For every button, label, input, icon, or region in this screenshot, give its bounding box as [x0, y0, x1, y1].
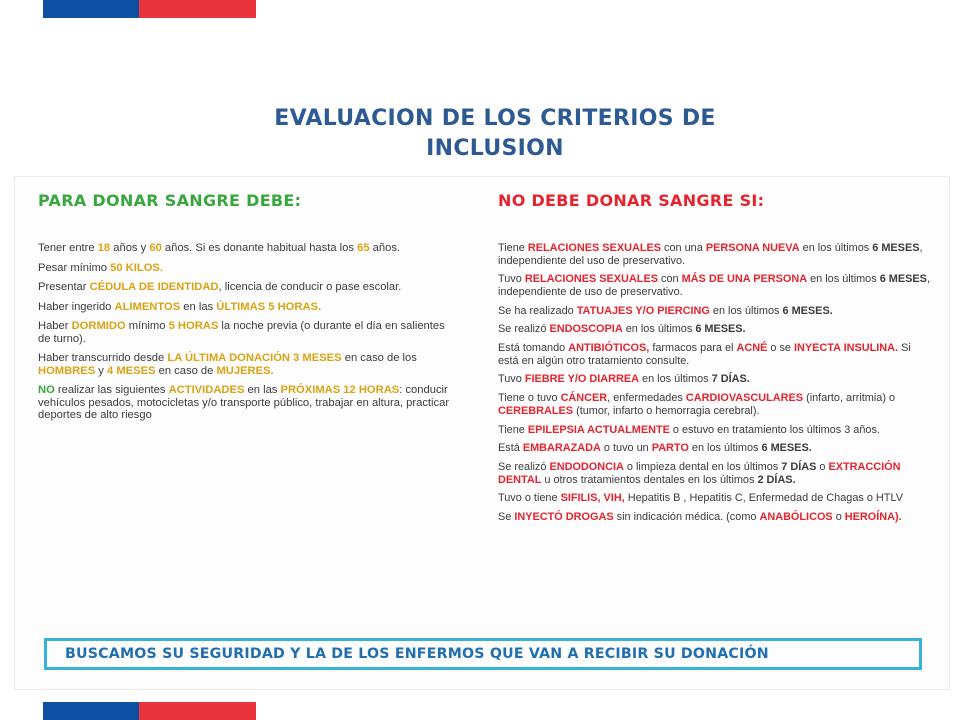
- text-fragment: Haber: [38, 320, 72, 332]
- text-fragment: Haber transcurrido desde: [38, 352, 168, 364]
- exclusion-heading: NO DEBE DONAR SANGRE SI:: [498, 191, 765, 210]
- eligibility-item: [38, 352, 456, 377]
- exclusion-list: [498, 242, 930, 524]
- highlighted-text: ENDODONCIA: [549, 461, 624, 474]
- text-fragment: con: [657, 273, 682, 286]
- highlighted-text: INYECTÓ DROGAS: [514, 511, 614, 524]
- highlighted-text: EMBARAZADA: [522, 442, 601, 455]
- text-fragment: Está tomando: [498, 342, 569, 355]
- text-fragment: en caso de los: [341, 352, 417, 364]
- highlighted-text: 6 MESES: [872, 242, 920, 254]
- highlighted-text: 65: [357, 242, 370, 254]
- text-fragment: , licencia de conducir o pase escolar.: [218, 281, 402, 293]
- text-fragment: en los últimos: [688, 442, 762, 455]
- exclusion-item: [498, 392, 930, 417]
- text-fragment: u otros tratamientos dentales en los últimos: [541, 473, 758, 486]
- highlighted-text: EPILEPSIA ACTUALMENTE: [527, 423, 670, 436]
- text-fragment: años. Si es donante habitual hasta los: [161, 242, 358, 254]
- text-fragment: Se ha realizado: [498, 304, 577, 317]
- slide-title-line2: INCLUSION: [426, 136, 564, 161]
- exclusion-item: [498, 492, 930, 505]
- flag-red-segment: [139, 0, 256, 18]
- highlighted-text: 6 MESES.: [761, 442, 812, 455]
- flag-stripe-top: [43, 0, 256, 18]
- exclusion-item: [498, 373, 930, 386]
- highlighted-text: CÉDULA DE IDENTIDAD: [89, 281, 219, 293]
- highlighted-text: CEREBRALES: [498, 404, 574, 417]
- text-fragment: en los últimos: [709, 304, 783, 317]
- highlighted-text: 4 MESES: [107, 364, 156, 377]
- highlighted-text: SIFILIS, VIH,: [560, 492, 625, 505]
- text-fragment: en los últimos: [639, 373, 712, 386]
- exclusion-item: [498, 305, 930, 318]
- highlighted-text: PARTO: [651, 442, 689, 455]
- text-fragment: Tuvo: [498, 373, 525, 386]
- text-fragment: : conducir vehículos pesados, motocicletas y/o transporte público, trabajar en altura, practicar deportes de alto riesgo: [38, 384, 450, 421]
- text-fragment: años y: [110, 242, 150, 254]
- highlighted-text: 60: [149, 242, 162, 254]
- text-fragment: Se realizó: [498, 461, 550, 474]
- exclusion-item: [498, 342, 930, 367]
- highlighted-text: 2 DÍAS.: [757, 473, 796, 486]
- exclusion-item: [498, 424, 930, 437]
- text-fragment: Está: [498, 442, 523, 455]
- text-fragment: (infarto, arritmia) o: [803, 392, 896, 405]
- text-fragment: , independiente de uso de preservativo.: [498, 273, 930, 298]
- flag-blue-segment: [43, 702, 139, 720]
- highlighted-text: ANTIBIÓTICOS,: [568, 342, 650, 355]
- text-fragment: Hepatitis B , Hepatitis C, Enfermedad de Chagas o HTLV: [624, 492, 903, 505]
- highlighted-text: NO: [38, 384, 55, 396]
- text-fragment: mínimo: [125, 320, 169, 332]
- highlighted-text: CÁNCER: [560, 392, 608, 405]
- slide-title: [0, 104, 960, 164]
- text-fragment: Tiene: [498, 423, 528, 436]
- text-fragment: años.: [369, 242, 401, 254]
- text-fragment: Presentar: [38, 281, 90, 293]
- eligibility-item: [38, 281, 456, 294]
- highlighted-text: 5 HORAS: [168, 320, 219, 332]
- text-fragment: en los últimos: [807, 273, 880, 286]
- exclusion-item: [498, 442, 930, 455]
- text-fragment: en caso de: [155, 364, 217, 377]
- donation-criteria-poster: [14, 176, 950, 690]
- text-fragment: Tener entre: [38, 242, 98, 254]
- text-fragment: o limpieza dental en los últimos: [623, 461, 782, 474]
- highlighted-text: ACNÉ: [736, 342, 768, 355]
- highlighted-text: HEROÍNA).: [844, 511, 902, 524]
- highlighted-text: DORMIDO: [71, 320, 126, 332]
- text-fragment: , enfermedades: [607, 392, 686, 405]
- highlighted-text: 6 MESES: [879, 273, 927, 286]
- eligibility-list: [38, 242, 456, 422]
- highlighted-text: ACTIVIDADES: [168, 384, 245, 396]
- eligibility-heading: PARA DONAR SANGRE DEBE:: [38, 191, 302, 210]
- eligibility-item: [38, 262, 456, 275]
- text-fragment: con una: [661, 242, 706, 254]
- highlighted-text: PERSONA NUEVA: [705, 242, 800, 254]
- text-fragment: Tiene o tuvo: [498, 392, 561, 405]
- text-fragment: o: [816, 461, 829, 474]
- highlighted-text: INYECTA INSULINA.: [793, 342, 899, 355]
- text-fragment: la noche previa (o durante el día en salientes de turno).: [38, 320, 445, 345]
- slide-title-line1: EVALUACION DE LOS CRITERIOS DE: [274, 106, 716, 131]
- highlighted-text: CARDIOVASCULARES: [685, 392, 804, 405]
- highlighted-text: MÁS DE UNA PERSONA: [681, 273, 808, 286]
- text-fragment: Si está en algún otro tratamiento consulte.: [498, 342, 911, 367]
- text-fragment: , independiente del uso de preservativo.: [498, 242, 923, 267]
- text-fragment: Se: [498, 511, 515, 524]
- text-fragment: en los últimos: [622, 323, 696, 336]
- highlighted-text: 50 KILOS.: [110, 261, 163, 274]
- highlighted-text: 6 MESES.: [695, 323, 746, 336]
- text-fragment: o tuvo un: [600, 442, 652, 455]
- highlighted-text: TATUAJES Y/O PIERCING: [576, 304, 710, 317]
- text-fragment: Pesar mínimo: [38, 261, 111, 274]
- text-fragment: Tiene: [498, 242, 528, 254]
- safety-banner-text: BUSCAMOS SU SEGURIDAD Y LA DE LOS ENFERMOS QUE VAN A RECIBIR SU DONACIÓN: [65, 646, 769, 662]
- highlighted-text: ALIMENTOS: [114, 300, 181, 313]
- exclusion-item: [498, 273, 930, 298]
- eligibility-item: [38, 301, 456, 314]
- text-fragment: y: [95, 364, 107, 377]
- highlighted-text: 6 MESES.: [782, 304, 833, 317]
- highlighted-text: ÚLTIMAS 5 HORAS.: [216, 300, 322, 313]
- exclusion-item: [498, 511, 930, 524]
- highlighted-text: LA ÚLTIMA DONACIÓN 3 MESES: [167, 352, 342, 364]
- exclusion-item: [498, 242, 930, 267]
- exclusion-item: [498, 323, 930, 336]
- eligibility-item: [38, 242, 456, 255]
- exclusion-item: [498, 461, 930, 486]
- text-fragment: sin indicación médica. (como: [613, 511, 760, 524]
- eligibility-column: [38, 176, 456, 429]
- text-fragment: o se: [767, 342, 794, 355]
- text-fragment: realizar las siguientes: [54, 384, 169, 396]
- eligibility-item: [38, 384, 456, 422]
- highlighted-text: ENDOSCOPIA: [549, 323, 623, 336]
- flag-red-segment: [139, 702, 256, 720]
- eligibility-item: [38, 320, 456, 345]
- text-fragment: en los últimos: [799, 242, 873, 254]
- highlighted-text: ANABÓLICOS: [759, 511, 833, 524]
- text-fragment: en las: [244, 384, 281, 396]
- highlighted-text: EXTRACCIÓN DENTAL: [498, 461, 901, 486]
- text-fragment: Haber ingerido: [38, 300, 115, 313]
- text-fragment: Se realizó: [498, 323, 550, 336]
- highlighted-text: HOMBRES: [38, 364, 96, 377]
- highlighted-text: MUJERES.: [216, 364, 274, 377]
- safety-banner: [44, 638, 922, 670]
- highlighted-text: FIEBRE Y/O DIARREA: [524, 373, 640, 386]
- highlighted-text: RELACIONES SEXUALES: [524, 273, 658, 286]
- text-fragment: Tuvo: [498, 273, 525, 286]
- highlighted-text: RELACIONES SEXUALES: [527, 242, 662, 254]
- text-fragment: Tuvo o tiene: [498, 492, 561, 505]
- exclusion-column: [498, 176, 930, 530]
- text-fragment: (tumor, infarto o hemorragia cerebral).: [573, 404, 760, 417]
- text-fragment: o estuvo en tratamiento los últimos 3 años.: [669, 423, 880, 436]
- highlighted-text: 7 DÍAS: [781, 461, 817, 474]
- text-fragment: en las: [180, 300, 217, 313]
- highlighted-text: 7 DÍAS.: [711, 373, 750, 386]
- highlighted-text: PRÓXIMAS 12 HORAS: [280, 384, 400, 396]
- highlighted-text: 18: [97, 242, 111, 254]
- text-fragment: o: [832, 511, 845, 524]
- text-fragment: farmacos para el: [649, 342, 737, 355]
- flag-stripe-bottom: [43, 702, 256, 720]
- flag-blue-segment: [43, 0, 139, 18]
